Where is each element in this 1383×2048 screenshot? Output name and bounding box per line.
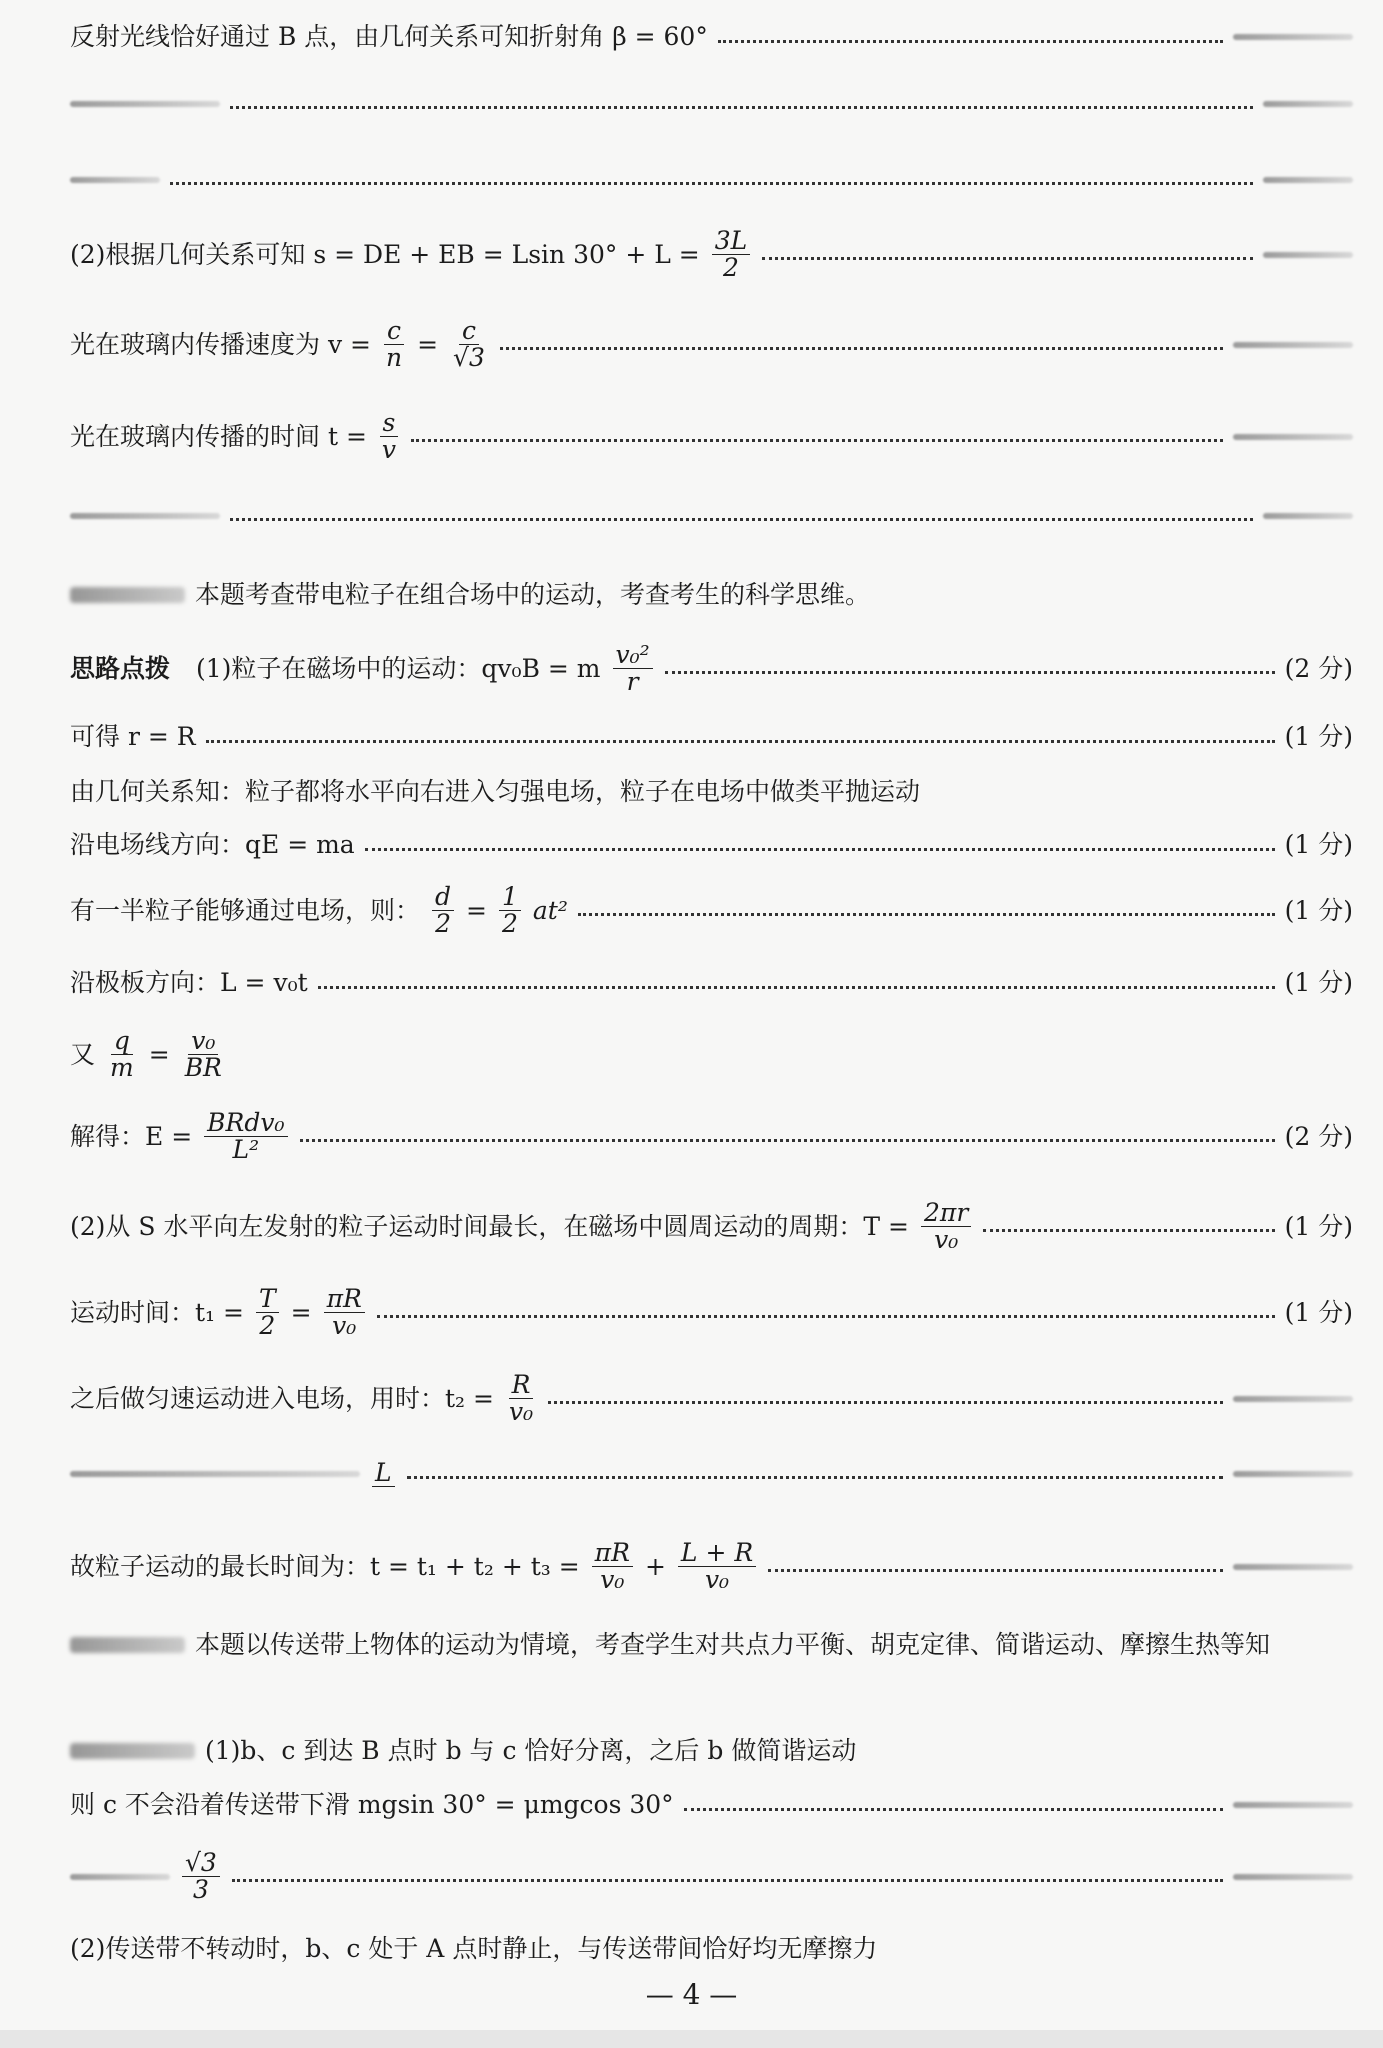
leader-dots bbox=[232, 1879, 1223, 1882]
leader-dots bbox=[365, 848, 1275, 851]
score-label: (1 分) bbox=[1284, 722, 1353, 751]
line-conveyor-summary bbox=[70, 1630, 1353, 1660]
fraction bbox=[506, 1372, 536, 1426]
line-text: 有一半粒子能够通过电场，则： bbox=[70, 895, 421, 925]
line-radius bbox=[70, 722, 1353, 752]
line-text: (1)b、c 到达 B 点时 b 与 c 恰好分离，之后 b 做简谐运动 bbox=[205, 1736, 857, 1765]
leader-dots bbox=[318, 986, 1275, 989]
fraction bbox=[678, 1540, 756, 1594]
operator: = bbox=[148, 1039, 170, 1069]
fraction bbox=[324, 1286, 365, 1340]
fraction-denominator: v₀ bbox=[332, 1311, 357, 1341]
leader-dots bbox=[684, 1808, 1223, 1811]
score-label: (2 分) bbox=[1284, 1121, 1353, 1151]
fraction-denominator: n bbox=[385, 343, 403, 373]
blurred-score bbox=[1233, 1802, 1353, 1808]
fraction-denominator: 2 bbox=[723, 253, 739, 283]
fraction-numerator: πR bbox=[324, 1286, 365, 1313]
line-text: (2)根据几何关系可知 s = DE + EB = Lsin 30° + L = bbox=[70, 239, 700, 269]
line-time-t1 bbox=[70, 1286, 1353, 1340]
fraction-denominator: v₀ bbox=[508, 1397, 534, 1427]
blurred-text bbox=[70, 101, 220, 107]
leader-dots bbox=[665, 671, 1275, 674]
blurred-text bbox=[70, 1874, 170, 1880]
line-speed-in-glass bbox=[70, 318, 1353, 372]
blurred-score bbox=[1233, 434, 1353, 440]
fraction bbox=[432, 884, 454, 938]
line-text: 沿极板方向：L = v₀t bbox=[70, 968, 308, 997]
score-label: (2 分) bbox=[1284, 653, 1353, 683]
blurred-score bbox=[1233, 1396, 1353, 1402]
blurred-text bbox=[70, 513, 220, 519]
score-label: (1 分) bbox=[1284, 830, 1353, 859]
line-topic-summary bbox=[70, 580, 1353, 610]
fraction bbox=[712, 228, 751, 282]
leader-dots bbox=[206, 740, 1275, 743]
fraction-denominator: L² bbox=[232, 1135, 260, 1165]
leader-dots bbox=[300, 1139, 1275, 1142]
blurred-section-label bbox=[70, 587, 185, 603]
line-text: 本题考查带电粒子在组合场中的运动，考查考生的科学思维。 bbox=[195, 580, 871, 609]
section-label: 思路点拨 bbox=[70, 653, 171, 683]
fraction-denominator: 3 bbox=[192, 1875, 209, 1905]
fraction-denominator: 2 bbox=[501, 909, 518, 939]
blurred-score bbox=[1233, 1471, 1353, 1477]
fraction bbox=[379, 410, 399, 464]
fraction-numerator: R bbox=[509, 1372, 534, 1399]
line-text: 本题以传送带上物体的运动为情境，考查学生对共点力平衡、胡克定律、简谐运动、摩擦生热等知 bbox=[195, 1630, 1271, 1659]
fraction-numerator: s bbox=[380, 410, 399, 437]
formula-tail: at² bbox=[532, 895, 568, 925]
fraction-denominator: v₀ bbox=[934, 1225, 959, 1255]
fraction bbox=[592, 1540, 633, 1594]
line-solve-e bbox=[70, 1110, 1353, 1164]
leader-dots bbox=[983, 1229, 1274, 1232]
leader-dots bbox=[718, 40, 1223, 43]
fraction-numerator: c bbox=[384, 318, 404, 345]
fraction-numerator: L + R bbox=[678, 1540, 756, 1567]
fraction-denominator: 2 bbox=[259, 1311, 276, 1341]
operator: + bbox=[644, 1551, 666, 1581]
fraction-numerator: πR bbox=[592, 1540, 633, 1567]
leader-dots bbox=[548, 1401, 1223, 1404]
leader-dots bbox=[170, 182, 1253, 185]
line-magnetic-motion bbox=[70, 642, 1353, 696]
line-plate-direction bbox=[70, 968, 1353, 998]
fraction bbox=[499, 884, 521, 938]
fraction bbox=[182, 1850, 220, 1904]
line-text: (1)粒子在磁场中的运动：qv₀B = m bbox=[196, 653, 601, 683]
line-geometry-note bbox=[70, 777, 1353, 807]
line-text: 沿电场线方向：qE = ma bbox=[70, 830, 355, 859]
line-text: 反射光线恰好通过 B 点，由几何关系可知折射角 β = 60° bbox=[70, 22, 708, 51]
line-half-particles bbox=[70, 884, 1353, 938]
line-max-time bbox=[70, 1540, 1353, 1594]
blurred-score bbox=[1233, 1564, 1353, 1570]
blurred-score bbox=[1263, 252, 1353, 258]
line-time-t3 bbox=[70, 1460, 1353, 1487]
line-text: 光在玻璃内传播速度为 v = bbox=[70, 329, 371, 359]
leader-dots bbox=[578, 913, 1275, 916]
leader-dots bbox=[377, 1315, 1275, 1318]
fraction bbox=[921, 1200, 971, 1254]
leader-dots bbox=[230, 518, 1253, 521]
blurred-score bbox=[1263, 177, 1353, 183]
fraction bbox=[256, 1286, 279, 1340]
blurred-text bbox=[70, 1471, 360, 1477]
line-text: 故粒子运动的最长时间为：t = t₁ + t₂ + t₃ = bbox=[70, 1551, 580, 1581]
blurred-section-label bbox=[70, 1637, 185, 1653]
line-text: 之后做匀速运动进入电场，用时：t₂ = bbox=[70, 1383, 494, 1413]
line-no-slide bbox=[70, 1790, 1353, 1820]
blurred-section-label bbox=[70, 1743, 195, 1759]
fraction-numerator: v₀ bbox=[188, 1028, 218, 1055]
blurred-text bbox=[70, 177, 160, 183]
score-label: (1 分) bbox=[1284, 895, 1353, 925]
line-text: 由几何关系知：粒子都将水平向右进入匀强电场，粒子在电场中做类平抛运动 bbox=[70, 777, 921, 806]
line-mu-value bbox=[70, 1850, 1353, 1904]
line-separation bbox=[70, 1736, 1353, 1766]
blurred-score bbox=[1233, 1874, 1353, 1880]
bottom-edge bbox=[0, 2030, 1383, 2048]
fraction bbox=[383, 318, 405, 372]
blurred-line bbox=[70, 510, 1353, 521]
fraction-numerator: 3L bbox=[712, 228, 751, 255]
line-text: (2)从 S 水平向左发射的粒子运动时间最长，在磁场中圆周运动的周期：T = bbox=[70, 1211, 910, 1241]
fraction-numerator: d bbox=[432, 884, 454, 911]
operator: = bbox=[290, 1297, 312, 1327]
fraction-numerator: √3 bbox=[182, 1850, 220, 1877]
blurred-score bbox=[1263, 513, 1353, 519]
line-text: 运动时间：t₁ = bbox=[70, 1297, 244, 1327]
fraction bbox=[450, 318, 488, 372]
fraction bbox=[182, 1028, 225, 1082]
line-text: 则 c 不会沿着传送带下滑 mgsin 30° = μmgcos 30° bbox=[70, 1790, 674, 1819]
line-charge-ratio bbox=[70, 1028, 1353, 1082]
fraction-denominator: v₀ bbox=[704, 1565, 730, 1595]
line-text: 光在玻璃内传播的时间 t = bbox=[70, 421, 367, 451]
blurred-line bbox=[70, 174, 1353, 185]
line-time-in-glass bbox=[70, 410, 1353, 464]
fraction-denominator: v bbox=[381, 435, 397, 465]
line-time-t2 bbox=[70, 1372, 1353, 1426]
line-text: 又 bbox=[70, 1039, 96, 1069]
fraction-numerator: q bbox=[111, 1028, 133, 1055]
fraction-numerator: T bbox=[256, 1286, 279, 1313]
fraction-denominator: v₀ bbox=[600, 1565, 625, 1595]
leader-dots bbox=[407, 1476, 1223, 1479]
line-field-direction bbox=[70, 830, 1353, 860]
line-static-at-a bbox=[70, 1934, 1353, 1964]
fraction-denominator: m bbox=[110, 1053, 134, 1083]
fraction-denominator: 2 bbox=[435, 909, 451, 939]
operator: = bbox=[466, 895, 487, 925]
blurred-score bbox=[1233, 342, 1353, 348]
fraction-numerator: 2πr bbox=[921, 1200, 971, 1227]
leader-dots bbox=[230, 106, 1253, 109]
leader-dots bbox=[762, 257, 1253, 260]
fraction bbox=[107, 1028, 137, 1082]
blurred-line bbox=[70, 98, 1353, 109]
line-text: 解得：E = bbox=[70, 1121, 193, 1151]
fraction-numerator: L bbox=[372, 1460, 395, 1487]
operator: = bbox=[417, 329, 439, 359]
fraction bbox=[372, 1460, 395, 1487]
fraction-denominator: r bbox=[626, 667, 639, 697]
line-text: (2)传送带不转动时，b、c 处于 A 点时静止，与传送带间恰好均无摩擦力 bbox=[70, 1934, 878, 1963]
fraction bbox=[613, 642, 653, 696]
score-label: (1 分) bbox=[1284, 968, 1353, 997]
score-label: (1 分) bbox=[1284, 1297, 1353, 1327]
leader-dots bbox=[768, 1569, 1223, 1572]
blurred-score bbox=[1233, 34, 1353, 40]
fraction bbox=[204, 1110, 287, 1164]
score-label: (1 分) bbox=[1284, 1211, 1353, 1241]
fraction-denominator: √3 bbox=[453, 343, 485, 373]
leader-dots bbox=[411, 439, 1223, 442]
fraction-numerator: 1 bbox=[499, 884, 521, 911]
fraction-denominator: BR bbox=[184, 1053, 222, 1083]
line-text: 可得 r = R bbox=[70, 722, 196, 751]
blurred-score bbox=[1263, 101, 1353, 107]
line-period bbox=[70, 1200, 1353, 1254]
leader-dots bbox=[500, 347, 1223, 350]
fraction-numerator: c bbox=[459, 318, 479, 345]
fraction-numerator: BRdv₀ bbox=[204, 1110, 287, 1137]
fraction-numerator: v₀² bbox=[613, 642, 653, 669]
page-number: — 4 — bbox=[645, 1978, 738, 2011]
line-path-length bbox=[70, 228, 1353, 282]
line-reflection-angle bbox=[70, 22, 1353, 52]
